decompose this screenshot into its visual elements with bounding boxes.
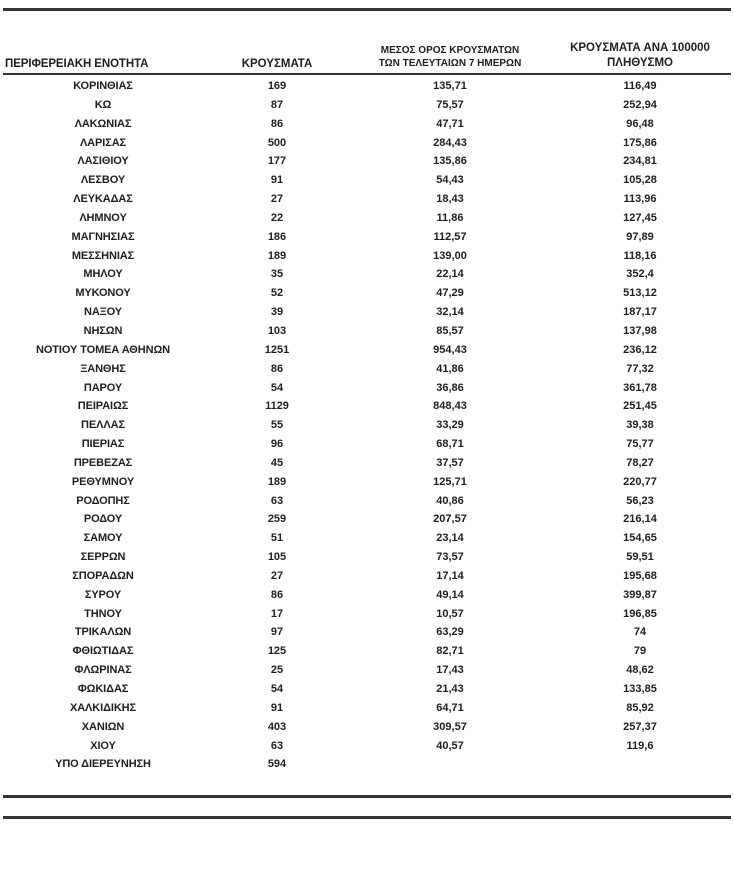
- column-header-avg7day-line2: ΤΩΝ ΤΕΛΕΥΤΑΙΩΝ 7 ΗΜΕΡΩΝ: [378, 58, 522, 69]
- region-cell: ΦΘΙΩΤΙΔΑΣ: [72, 645, 134, 658]
- region-cell: ΜΑΓΝΗΣΙΑΣ: [71, 230, 135, 243]
- avg7day-cell: 23,14: [436, 532, 464, 545]
- region-cell: ΞΑΝΘΗΣ: [80, 362, 126, 375]
- per100k-cell: 127,45: [623, 211, 657, 224]
- region-cell: ΠΕΙΡΑΙΩΣ: [77, 400, 129, 413]
- avg7day-cell: 18,43: [436, 193, 464, 206]
- per100k-cell: 399,87: [623, 588, 657, 601]
- table-row: [3, 77, 731, 96]
- region-cell: ΜΕΣΣΗΝΙΑΣ: [71, 249, 135, 262]
- cases-cell: 45: [270, 456, 284, 469]
- cases-cell: 186: [267, 230, 287, 243]
- table-row: [3, 567, 731, 586]
- table-row: [3, 228, 731, 247]
- region-cell: ΡΟΔΟΥ: [83, 513, 123, 526]
- per100k-cell: 187,17: [623, 306, 657, 319]
- per100k-cell: 251,45: [623, 400, 657, 413]
- per100k-cell: 175,86: [623, 136, 657, 149]
- cases-cell: 27: [270, 193, 284, 206]
- cases-cell: 594: [267, 758, 287, 771]
- avg7day-cell: 85,57: [436, 324, 464, 337]
- table-row: [3, 529, 731, 548]
- per100k-cell: 352,4: [626, 268, 654, 281]
- column-header-avg7day-line1: ΜΕΣΟΣ ΟΡΟΣ ΚΡΟΥΣΜΑΤΩΝ: [380, 45, 520, 56]
- table-row: [3, 492, 731, 511]
- avg7day-cell: 33,29: [436, 419, 464, 432]
- cases-cell: 105: [267, 551, 287, 564]
- per100k-cell: 78,27: [626, 456, 654, 469]
- per100k-cell: [549, 755, 731, 774]
- per100k-cell: 74: [633, 626, 647, 639]
- table-row: [3, 134, 731, 153]
- table-row: [3, 718, 731, 737]
- avg7day-cell: 135,71: [433, 80, 467, 92]
- cases-cell: 63: [270, 494, 284, 507]
- region-cell: ΛΑΚΩΝΙΑΣ: [74, 117, 132, 130]
- avg7day-cell: 41,86: [436, 362, 464, 375]
- per100k-cell: 96,48: [626, 117, 654, 130]
- table-row: [3, 341, 731, 360]
- bottom-rule-1: [3, 795, 731, 798]
- per100k-cell: 105,28: [623, 174, 657, 187]
- avg7day-cell: 47,71: [436, 117, 464, 130]
- avg7day-cell: 32,14: [436, 306, 464, 319]
- cases-cell: 125: [267, 645, 287, 658]
- table-row: [3, 360, 731, 379]
- cases-cell: 39: [270, 306, 284, 319]
- cases-cell: 403: [267, 720, 287, 733]
- cases-cell: 27: [270, 569, 284, 582]
- table-row: [3, 642, 731, 661]
- table-body: [3, 75, 731, 774]
- per100k-cell: 236,12: [623, 343, 657, 356]
- cases-cell: 54: [270, 381, 284, 394]
- table-row: [3, 115, 731, 134]
- per100k-cell: 77,32: [626, 362, 654, 375]
- region-cell: ΧΙΟΥ: [90, 739, 116, 752]
- column-header-cases: ΚΡΟΥΣΜΑΤΑ: [241, 58, 313, 70]
- cases-cell: 500: [267, 136, 287, 149]
- avg7day-cell: 11,86: [436, 211, 464, 224]
- region-cell: ΛΕΥΚΑΔΑΣ: [73, 193, 133, 206]
- cases-cell: 169: [267, 80, 287, 92]
- table-row: [3, 247, 731, 266]
- table-row: [3, 586, 731, 605]
- cases-cell: 97: [270, 626, 284, 639]
- region-cell: ΛΑΣΙΘΙΟΥ: [77, 155, 129, 168]
- avg7day-cell: 207,57: [433, 513, 467, 526]
- per100k-cell: 195,68: [623, 569, 657, 582]
- avg7day-cell: 49,14: [436, 588, 464, 601]
- region-cell: ΣΕΡΡΩΝ: [80, 551, 126, 564]
- per100k-cell: 257,37: [623, 720, 657, 733]
- region-cell: ΛΕΣΒΟΥ: [80, 174, 126, 187]
- per100k-cell: 154,65: [623, 532, 657, 545]
- cases-cell: 35: [270, 268, 284, 281]
- table-row: [3, 265, 731, 284]
- region-cell: ΡΕΘΥΜΝΟΥ: [71, 475, 135, 488]
- table-row: [3, 284, 731, 303]
- avg7day-cell: 37,57: [436, 456, 464, 469]
- region-cell: ΜΗΛΟΥ: [83, 268, 123, 281]
- avg7day-cell: 36,86: [436, 381, 464, 394]
- table-row: [3, 605, 731, 624]
- per100k-cell: 133,85: [623, 683, 657, 695]
- table-row: [3, 303, 731, 322]
- cases-cell: 54: [270, 683, 284, 695]
- table-row: [3, 737, 731, 756]
- per100k-cell: 39,38: [626, 419, 654, 432]
- per100k-cell: 56,23: [626, 494, 654, 507]
- table-row: [3, 623, 731, 642]
- per100k-cell: 97,89: [626, 230, 654, 243]
- avg7day-cell: 309,57: [433, 720, 467, 733]
- cases-cell: 189: [267, 249, 287, 262]
- per100k-cell: 116,49: [623, 80, 657, 92]
- cases-cell: 87: [270, 98, 284, 111]
- cases-cell: 25: [270, 664, 284, 677]
- cases-cell: 86: [270, 117, 284, 130]
- cases-cell: 86: [270, 362, 284, 375]
- column-header-per100k-line1: ΚΡΟΥΣΜΑΤΑ ΑΝΑ 100000: [570, 42, 710, 54]
- table-row: [3, 96, 731, 115]
- avg7day-cell: 10,57: [436, 607, 464, 620]
- column-header-per100k-line2: ΠΛΗΘΥΣΜΟ: [606, 56, 673, 69]
- region-cell: ΛΗΜΝΟΥ: [79, 211, 127, 224]
- region-cell: ΚΩ: [94, 98, 112, 111]
- cases-cell: 177: [267, 155, 287, 168]
- bottom-rule-2: [3, 816, 731, 819]
- table-row: [3, 435, 731, 454]
- region-cell: ΝΗΣΩΝ: [83, 324, 123, 337]
- table-row: [3, 661, 731, 680]
- cases-cell: 51: [270, 532, 284, 545]
- region-cell: ΣΥΡΟΥ: [84, 588, 122, 601]
- column-header-avg7day: [351, 44, 549, 70]
- table-row: [3, 379, 731, 398]
- per100k-cell: 75,77: [626, 438, 654, 451]
- avg7day-cell: 954,43: [433, 343, 467, 356]
- cases-cell: 91: [270, 174, 284, 187]
- per100k-cell: 137,98: [623, 324, 657, 337]
- per100k-cell: 113,96: [623, 193, 657, 206]
- table-row: [3, 473, 731, 492]
- per100k-cell: 361,78: [623, 381, 657, 394]
- cases-cell: 22: [270, 211, 284, 224]
- region-cell: ΝΑΞΟΥ: [83, 306, 123, 319]
- avg7day-cell: 848,43: [433, 400, 467, 413]
- region-cell: ΣΠΟΡΑΔΩΝ: [72, 569, 134, 582]
- per100k-cell: 59,51: [626, 551, 654, 564]
- avg7day-cell: 40,57: [436, 739, 464, 752]
- table-row: [3, 397, 731, 416]
- avg7day-cell: 21,43: [436, 683, 464, 695]
- avg7day-cell: 64,71: [436, 701, 464, 714]
- region-cell: ΚΟΡΙΝΘΙΑΣ: [73, 80, 133, 92]
- per100k-cell: 234,81: [623, 155, 657, 168]
- region-cell: ΠΙΕΡΙΑΣ: [81, 438, 125, 451]
- table-row: [3, 699, 731, 718]
- region-cell: ΧΑΛΚΙΔΙΚΗΣ: [69, 701, 137, 714]
- table-row: [3, 454, 731, 473]
- avg7day-cell: 112,57: [433, 230, 467, 243]
- avg7day-cell: 63,29: [436, 626, 464, 639]
- table-row: [3, 755, 731, 774]
- column-header-per100k: [549, 41, 731, 70]
- region-cell: ΦΛΩΡΙΝΑΣ: [74, 664, 132, 677]
- cases-cell: 17: [270, 607, 284, 620]
- table-row: [3, 171, 731, 190]
- region-cell: ΤΗΝΟΥ: [84, 607, 122, 620]
- per100k-cell: 196,85: [623, 607, 657, 620]
- per100k-cell: 216,14: [623, 513, 657, 526]
- cases-cell: 91: [270, 701, 284, 714]
- avg7day-cell: 54,43: [436, 174, 464, 187]
- table-row: [3, 680, 731, 699]
- table-row: [3, 322, 731, 341]
- cases-cell: 52: [270, 287, 284, 300]
- cases-cell: 259: [267, 513, 287, 526]
- avg7day-cell: 68,71: [436, 438, 464, 451]
- region-cell: ΣΑΜΟΥ: [83, 532, 123, 545]
- region-cell: ΠΕΛΛΑΣ: [81, 419, 125, 432]
- per100k-cell: 79: [633, 645, 647, 658]
- avg7day-cell: 284,43: [433, 136, 467, 149]
- table-row: [3, 548, 731, 567]
- report-page: [0, 8, 734, 871]
- avg7day-cell: 40,86: [436, 494, 464, 507]
- region-cell: ΦΩΚΙΔΑΣ: [77, 683, 129, 695]
- cases-cell: 103: [267, 324, 287, 337]
- cases-cell: 189: [267, 475, 287, 488]
- cases-cell: 1129: [265, 400, 289, 413]
- avg7day-cell: 82,71: [436, 645, 464, 658]
- cases-cell: 96: [270, 438, 284, 451]
- cases-cell: 1251: [264, 343, 290, 356]
- per100k-cell: 513,12: [623, 287, 657, 300]
- avg7day-cell: 73,57: [436, 551, 464, 564]
- region-cell: ΝΟΤΙΟΥ ΤΟΜΕΑ ΑΘΗΝΩΝ: [35, 343, 171, 356]
- region-cell: ΜΥΚΟΝΟΥ: [75, 287, 131, 300]
- cases-cell: 55: [270, 419, 284, 432]
- table-row: [3, 510, 731, 529]
- avg7day-cell: 22,14: [436, 268, 464, 281]
- avg7day-cell: 75,57: [436, 98, 464, 111]
- region-cell: ΛΑΡΙΣΑΣ: [79, 136, 127, 149]
- per100k-cell: 220,77: [623, 475, 657, 488]
- avg7day-cell: [351, 755, 549, 774]
- table-row: [3, 209, 731, 228]
- per100k-cell: 85,92: [626, 701, 654, 714]
- avg7day-cell: 17,14: [436, 569, 464, 582]
- region-cell: ΥΠΟ ΔΙΕΡΕΥΝΗΣΗ: [55, 758, 151, 771]
- column-header-region: ΠΕΡΙΦΕΡΕΙΑΚΗ ΕΝΟΤΗΤΑ: [5, 58, 149, 70]
- cases-cell: 63: [270, 739, 284, 752]
- per100k-cell: 118,16: [623, 249, 657, 262]
- region-cell: ΧΑΝΙΩΝ: [81, 720, 125, 733]
- table-row: [3, 190, 731, 209]
- avg7day-cell: 17,43: [436, 664, 464, 677]
- avg7day-cell: 125,71: [433, 475, 467, 488]
- table-row: [3, 416, 731, 435]
- region-cell: ΡΟΔΟΠΗΣ: [76, 494, 130, 507]
- table-row: [3, 152, 731, 171]
- avg7day-cell: 47,29: [436, 287, 464, 300]
- region-cell: ΤΡΙΚΑΛΩΝ: [74, 626, 132, 639]
- avg7day-cell: 139,00: [433, 249, 467, 262]
- per100k-cell: 119,6: [626, 739, 654, 752]
- per100k-cell: 252,94: [623, 98, 657, 111]
- region-cell: ΠΑΡΟΥ: [83, 381, 123, 394]
- avg7day-cell: 135,86: [433, 155, 467, 168]
- table-header-row: [3, 11, 731, 73]
- per100k-cell: 48,62: [626, 664, 654, 677]
- region-cell: ΠΡΕΒΕΖΑΣ: [73, 456, 133, 469]
- cases-cell: 86: [270, 588, 284, 601]
